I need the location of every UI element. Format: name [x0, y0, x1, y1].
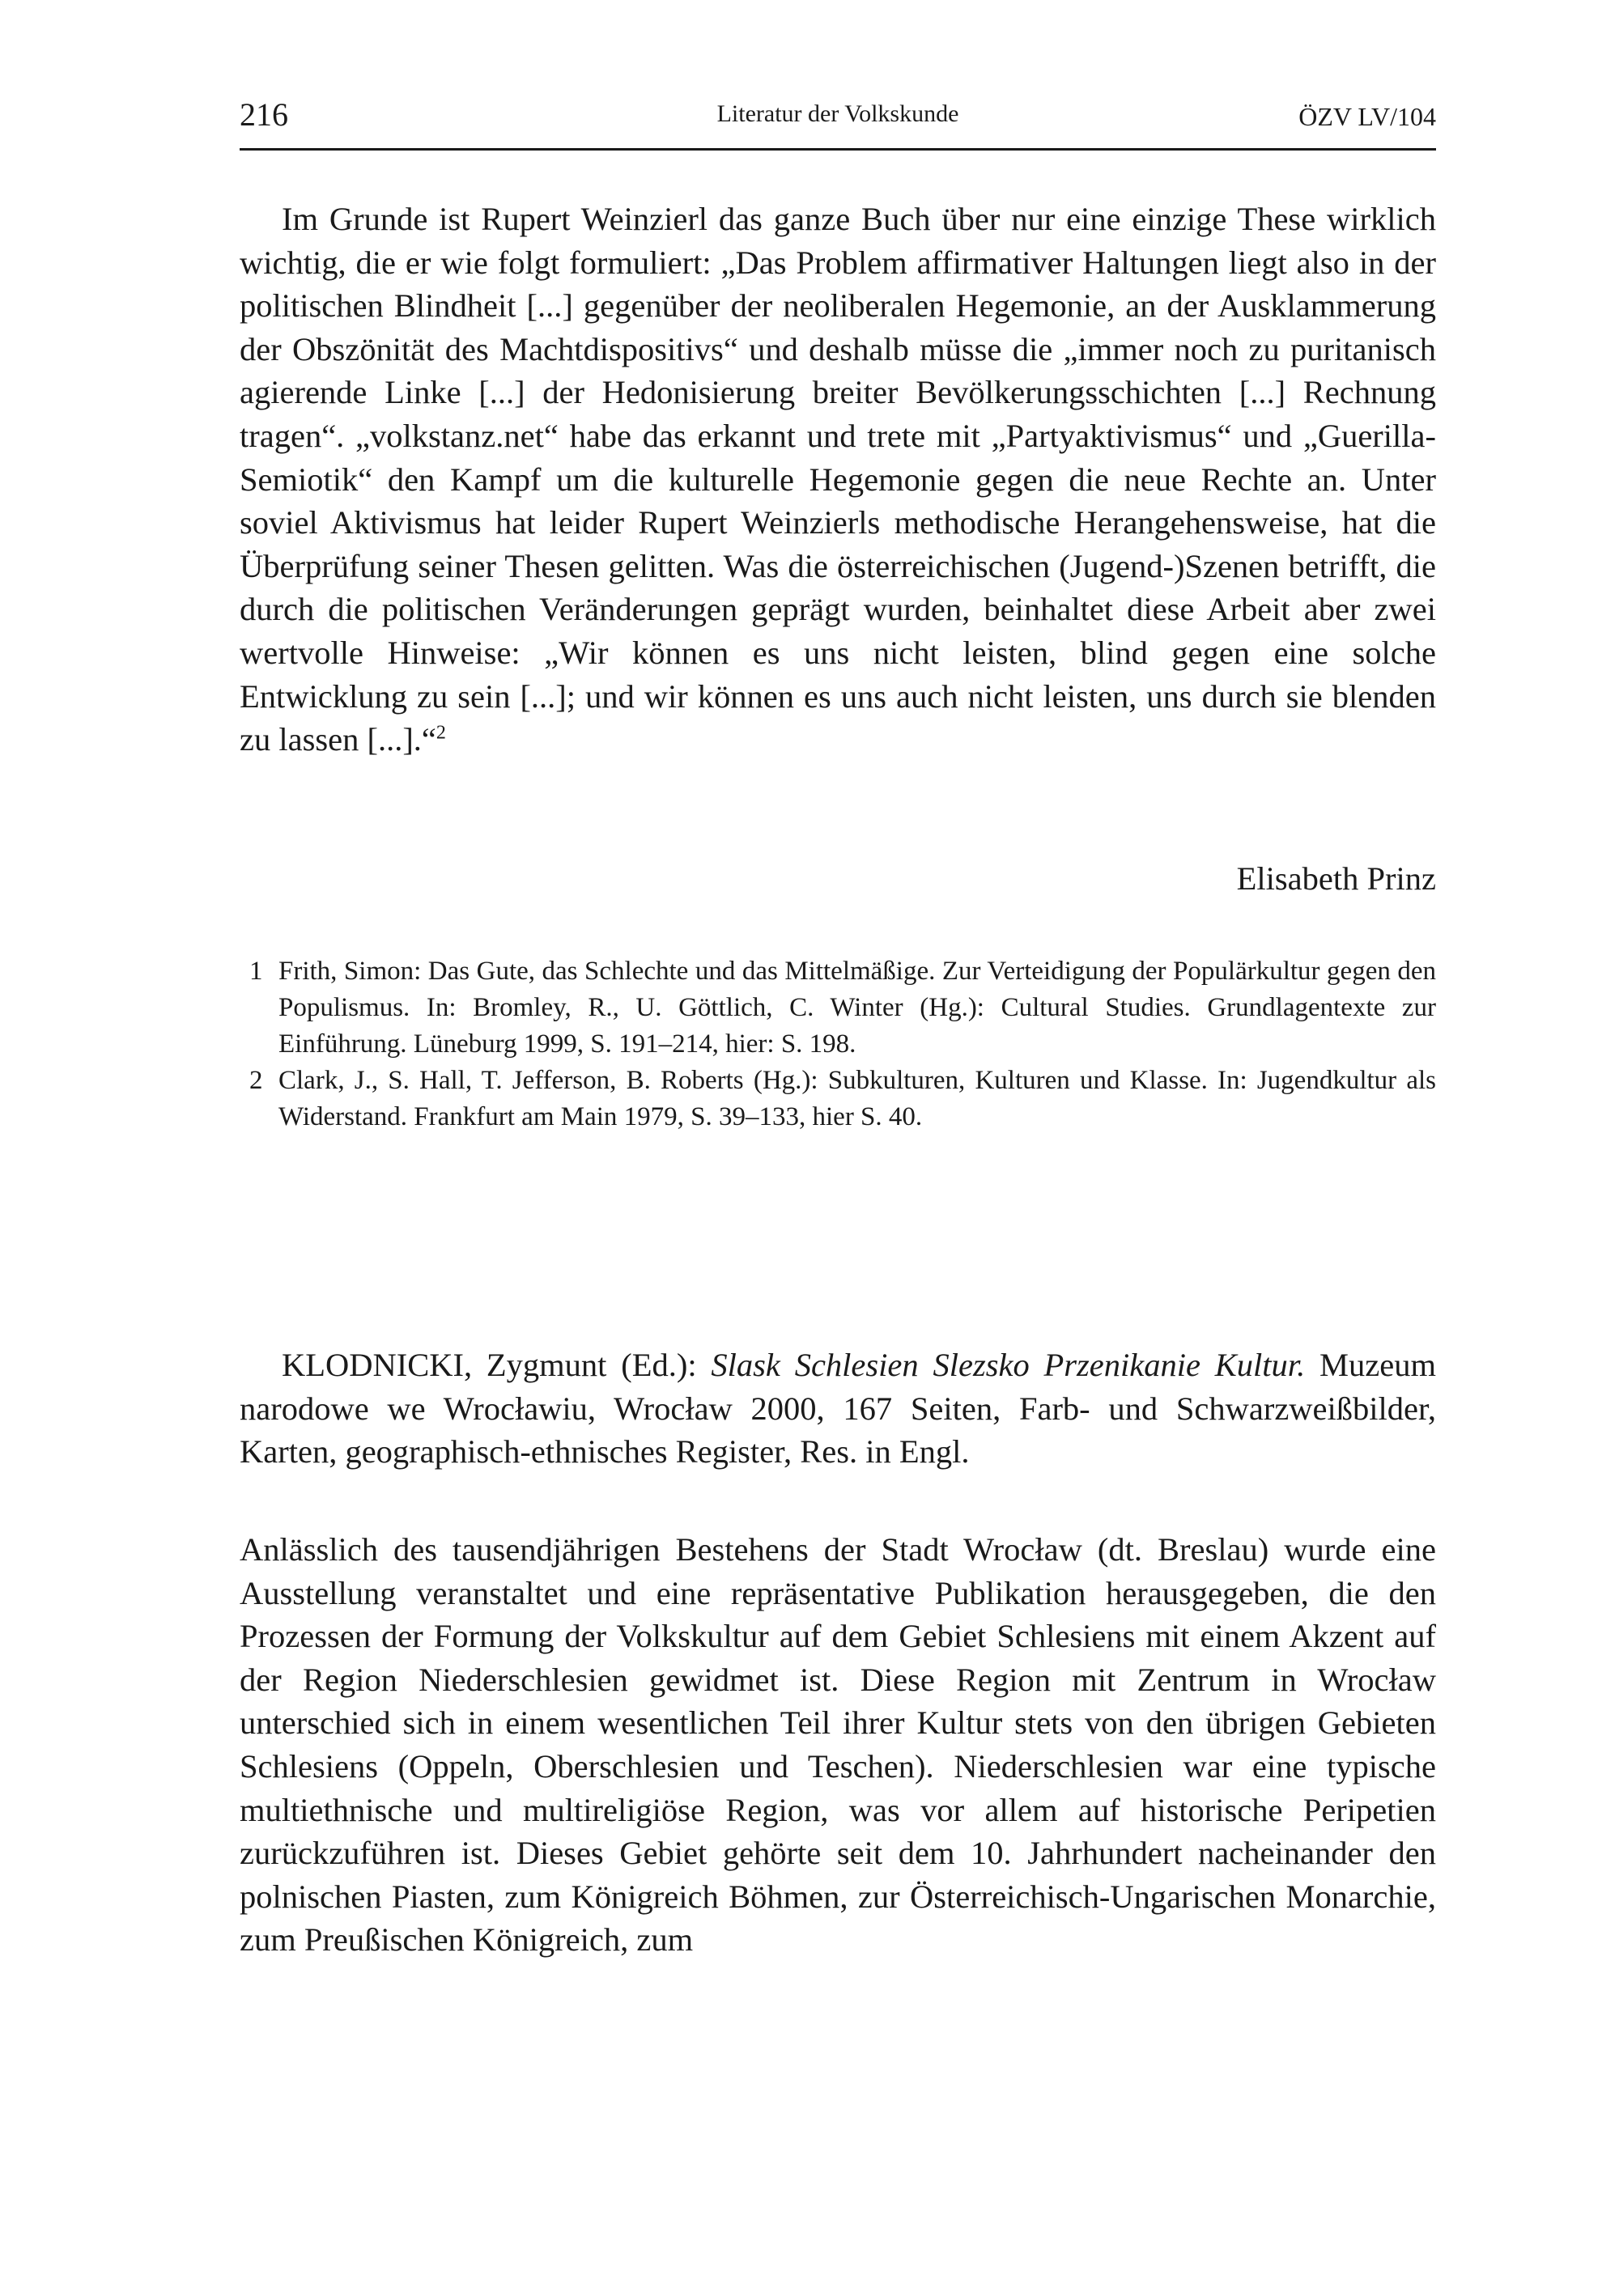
footnote: [249, 953, 1436, 1063]
footnote-text: Clark, J., S. Hall, T. Jefferson, B. Roberts (Hg.): Subkulturen, Kulturen und Klasse. In: Jugendkultur als Widerstand. Frankfurt am Main 1979, S. 39–133, hier S. 40.: [278, 1066, 1436, 1131]
header-rule: [240, 148, 1436, 151]
footnote-number: 1: [249, 957, 263, 986]
review-paragraph: Anlässlich des tausendjährigen Bestehens der Stadt Wrocław (dt. Breslau) wurde eine Ausstellung veranstaltet und eine repräsentative Publikation herausgegeben, die den Prozessen der Formung der Volkskultur auf dem Gebiet Schlesiens mit einem Akzent auf der Region Niederschlesien gewidmet ist. Diese Region mit Zentrum in Wrocław unterschied sich in einem wesentlichen Teil ihrer Kultur stets von den übrigen Gebieten Schlesiens (Oppeln, Oberschlesien und Teschen). Niederschlesien war eine typische multiethnische und multireligiöse Region, was vor allem auf historische Peripetien zurückzuführen ist. Dieses Gebiet gehörte seit dem 10. Jahrhundert nacheinander den polnischen Piasten, zum Königreich Böhmen, zur Österreichisch-Ungarischen Monarchie, zum Preußischen Königreich, zum: [240, 1531, 1436, 1959]
paragraph-text: Im Grunde ist Rupert Weinzierl das ganze Buch über nur eine einzige These wirklich wichtig, die er wie folgt formuliert: „Das Problem affirmativer Haltungen liegt also in der politischen Blindheit [...] gegenüber der neoliberalen Hegemonie, an der Ausklammerung der Obszönität des Machtdispositivs“ und deshalb müsse die „immer noch zu puritanisch agierende Linke [...] der Hedonisierung breiter Bevölkerungsschichten [...] Rechnung tragen“. „volkstanz.net“ habe das erkannt und trete mit „Partyaktivismus“ und „Guerilla-Semiotik“ den Kampf um die kulturelle Hegemonie gegen die neue Rechte an. Unter soviel Aktivismus hat leider Rupert Weinzierls methodische Herangehensweise, hat die Überprüfung seiner Thesen gelitten. Was die österreichischen (Jugend-)Szenen betrifft, die durch die politischen Veränderungen geprägt wurden, beinhaltet diese Arbeit aber zwei wertvolle Hinweise: „Wir können es uns nicht leisten, blind gegen eine solche Entwicklung zu sein [...]; und wir können es uns auch nicht leisten, uns durch sie blenden zu lassen [...].“: [240, 201, 1436, 758]
journal-reference: ÖZV LV/104: [1298, 102, 1436, 131]
running-title: Literatur der Volkskunde: [716, 100, 959, 127]
page-number: 216: [240, 96, 288, 133]
review-body: [240, 1528, 1436, 1962]
review-continuation: [240, 197, 1436, 762]
citation-title: Slask Schlesien Slezsko Przenikanie Kultur.: [711, 1347, 1306, 1383]
citation-details: Muzeum narodowe we Wrocławiu, Wrocław 2000, 167 Seiten, Farb- und Schwarzweißbilder, Karten, geographisch-ethnisches Register, Res. in Engl.: [240, 1347, 1436, 1471]
page-header: [240, 95, 1436, 136]
review-paragraph: [240, 197, 1436, 762]
footnote-number: 2: [249, 1066, 263, 1095]
footnote-reference: 2: [436, 722, 446, 744]
citation-paragraph: [240, 1343, 1436, 1474]
footnotes: [249, 953, 1436, 1135]
review-citation: [240, 1343, 1436, 1474]
footnote: [249, 1063, 1436, 1135]
review-author: Elisabeth Prinz: [1236, 860, 1436, 897]
footnote-text: Frith, Simon: Das Gute, das Schlechte und das Mittelmäßige. Zur Verteidigung der Populärkultur gegen den Populismus. In: Bromley, R., U. Göttlich, C. Winter (Hg.): Cultural Studies. Grundlagentexte zur Einführung. Lüneburg 1999, S. 191–214, hier: S. 198.: [278, 957, 1436, 1059]
citation-author: KLODNICKI, Zygmunt (Ed.):: [282, 1347, 712, 1383]
